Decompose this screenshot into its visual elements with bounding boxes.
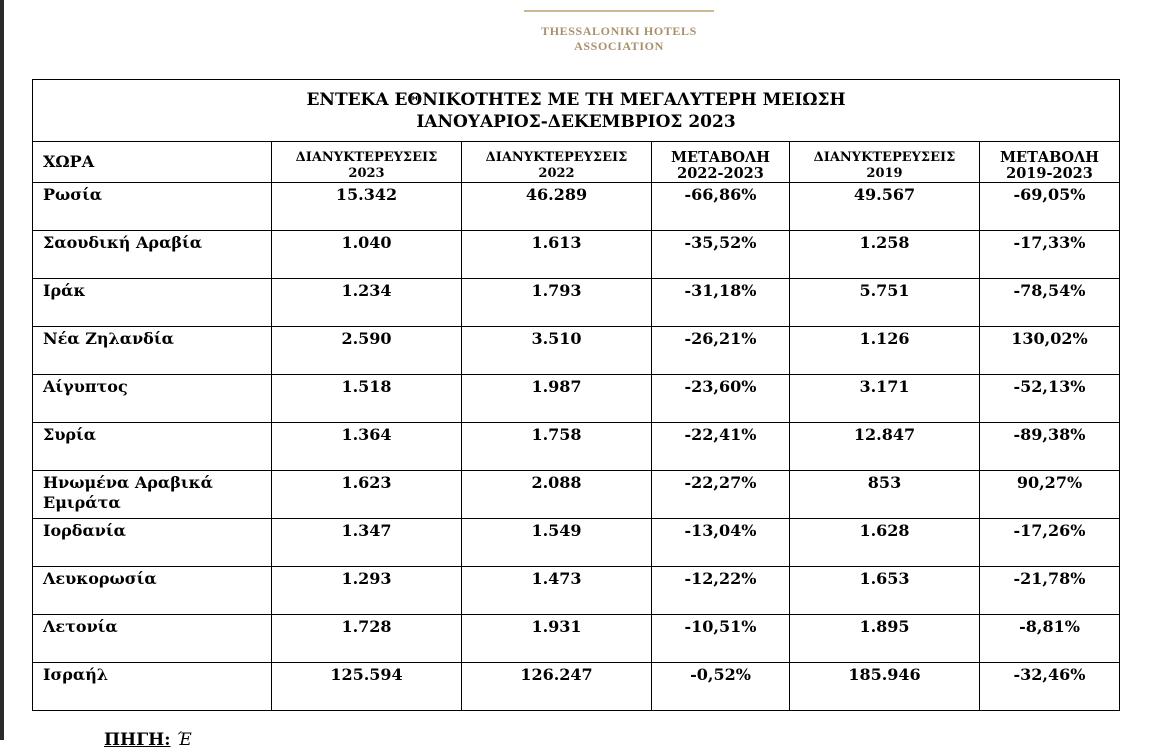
cell-change-2019-2023: -21,78% xyxy=(980,567,1120,615)
cell-overnights-2023: 1.518 xyxy=(272,375,462,423)
cell-change-2019-2023: -32,46% xyxy=(980,663,1120,711)
logo-line-1: THESSALONIKI HOTELS xyxy=(541,24,697,38)
cell-overnights-2019: 185.946 xyxy=(790,663,980,711)
cell-change-2019-2023: 90,27% xyxy=(980,471,1120,519)
cell-overnights-2022: 3.510 xyxy=(462,327,652,375)
logo-rule xyxy=(524,10,714,12)
cell-country: Συρία xyxy=(33,423,272,471)
cell-overnights-2023: 1.623 xyxy=(272,471,462,519)
cell-change-2019-2023: -17,26% xyxy=(980,519,1120,567)
table-title xyxy=(33,80,1120,142)
cell-overnights-2022: 1.987 xyxy=(462,375,652,423)
source-label: ΠΗΓΗ: xyxy=(104,730,171,750)
header-row xyxy=(33,142,1120,183)
cell-overnights-2022: 2.088 xyxy=(462,471,652,519)
cell-change-2022-2023: -35,52% xyxy=(652,231,790,279)
cell-overnights-2022: 1.931 xyxy=(462,615,652,663)
cell-overnights-2023: 2.590 xyxy=(272,327,462,375)
table-row xyxy=(33,471,1120,519)
cell-overnights-2019: 1.653 xyxy=(790,567,980,615)
cell-country: Ρωσία xyxy=(33,183,272,231)
cell-country: Ιράκ xyxy=(33,279,272,327)
logo-line-2: ASSOCIATION xyxy=(574,39,664,53)
cell-overnights-2022: 1.758 xyxy=(462,423,652,471)
cell-country: Ισραήλ xyxy=(33,663,272,711)
association-logo xyxy=(522,10,716,54)
cell-change-2022-2023: -26,21% xyxy=(652,327,790,375)
table-row xyxy=(33,615,1120,663)
cell-change-2019-2023: -89,38% xyxy=(980,423,1120,471)
cell-change-2019-2023: -52,13% xyxy=(980,375,1120,423)
cell-overnights-2019: 5.751 xyxy=(790,279,980,327)
cell-overnights-2022: 46.289 xyxy=(462,183,652,231)
cell-country: Αίγυπτος xyxy=(33,375,272,423)
source-text: Έ xyxy=(176,730,192,750)
table-row xyxy=(33,327,1120,375)
cell-overnights-2022: 126.247 xyxy=(462,663,652,711)
cell-change-2022-2023: -22,41% xyxy=(652,423,790,471)
table-row xyxy=(33,183,1120,231)
cell-country: Λευκορωσία xyxy=(33,567,272,615)
cell-country: Λετονία xyxy=(33,615,272,663)
table-row xyxy=(33,663,1120,711)
table-title-line-1: ΕΝΤΕΚΑ ΕΘΝΙΚΟΤΗΤΕΣ ΜΕ ΤΗ ΜΕΓΑΛΥΤΕΡΗ ΜΕΙΩΣΗ xyxy=(306,89,846,110)
table-row xyxy=(33,231,1120,279)
cell-change-2022-2023: -0,52% xyxy=(652,663,790,711)
table-row xyxy=(33,375,1120,423)
cell-change-2022-2023: -31,18% xyxy=(652,279,790,327)
cell-overnights-2022: 1.613 xyxy=(462,231,652,279)
cell-overnights-2019: 1.895 xyxy=(790,615,980,663)
cell-overnights-2023: 15.342 xyxy=(272,183,462,231)
window-edge xyxy=(0,0,4,740)
header-change-2019-2023: ΜΕΤΑΒΟΛΗ 2019-2023 xyxy=(980,142,1120,183)
source-footer xyxy=(104,730,192,750)
cell-overnights-2019: 853 xyxy=(790,471,980,519)
cell-change-2022-2023: -23,60% xyxy=(652,375,790,423)
cell-overnights-2023: 1.293 xyxy=(272,567,462,615)
cell-overnights-2023: 1.364 xyxy=(272,423,462,471)
table-row xyxy=(33,567,1120,615)
header-overnights-2022: ΔΙΑΝΥΚΤΕΡΕΥΣΕΙΣ 2022 xyxy=(462,142,652,183)
cell-overnights-2019: 3.171 xyxy=(790,375,980,423)
cell-overnights-2019: 1.126 xyxy=(790,327,980,375)
table-title-line-2: ΙΑΝΟΥΑΡΙΟΣ-ΔΕΚΕΜΒΡΙΟΣ 2023 xyxy=(416,111,736,132)
cell-country: Ηνωμένα Αραβικά Εμιράτα xyxy=(33,471,272,519)
cell-overnights-2023: 1.040 xyxy=(272,231,462,279)
cell-country: Νέα Ζηλανδία xyxy=(33,327,272,375)
cell-overnights-2022: 1.473 xyxy=(462,567,652,615)
cell-change-2022-2023: -12,22% xyxy=(652,567,790,615)
cell-change-2019-2023: -8,81% xyxy=(980,615,1120,663)
cell-change-2019-2023: -78,54% xyxy=(980,279,1120,327)
cell-change-2019-2023: -17,33% xyxy=(980,231,1120,279)
cell-change-2019-2023: -69,05% xyxy=(980,183,1120,231)
cell-change-2019-2023: 130,02% xyxy=(980,327,1120,375)
cell-overnights-2023: 1.234 xyxy=(272,279,462,327)
cell-overnights-2019: 1.628 xyxy=(790,519,980,567)
cell-overnights-2023: 125.594 xyxy=(272,663,462,711)
header-overnights-2019: ΔΙΑΝΥΚΤΕΡΕΥΣΕΙΣ 2019 xyxy=(790,142,980,183)
table-row xyxy=(33,279,1120,327)
cell-overnights-2019: 49.567 xyxy=(790,183,980,231)
cell-overnights-2019: 12.847 xyxy=(790,423,980,471)
cell-change-2022-2023: -22,27% xyxy=(652,471,790,519)
header-change-2022-2023: ΜΕΤΑΒΟΛΗ 2022-2023 xyxy=(652,142,790,183)
cell-country: Σαουδική Αραβία xyxy=(33,231,272,279)
cell-overnights-2019: 1.258 xyxy=(790,231,980,279)
cell-country: Ιορδανία xyxy=(33,519,272,567)
cell-overnights-2023: 1.347 xyxy=(272,519,462,567)
nationalities-table xyxy=(32,79,1120,711)
table-row xyxy=(33,423,1120,471)
header-country: ΧΩΡΑ xyxy=(33,142,272,183)
header-overnights-2023: ΔΙΑΝΥΚΤΕΡΕΥΣΕΙΣ 2023 xyxy=(272,142,462,183)
cell-overnights-2022: 1.549 xyxy=(462,519,652,567)
cell-overnights-2022: 1.793 xyxy=(462,279,652,327)
cell-change-2022-2023: -13,04% xyxy=(652,519,790,567)
cell-change-2022-2023: -66,86% xyxy=(652,183,790,231)
table-row xyxy=(33,519,1120,567)
cell-change-2022-2023: -10,51% xyxy=(652,615,790,663)
cell-overnights-2023: 1.728 xyxy=(272,615,462,663)
